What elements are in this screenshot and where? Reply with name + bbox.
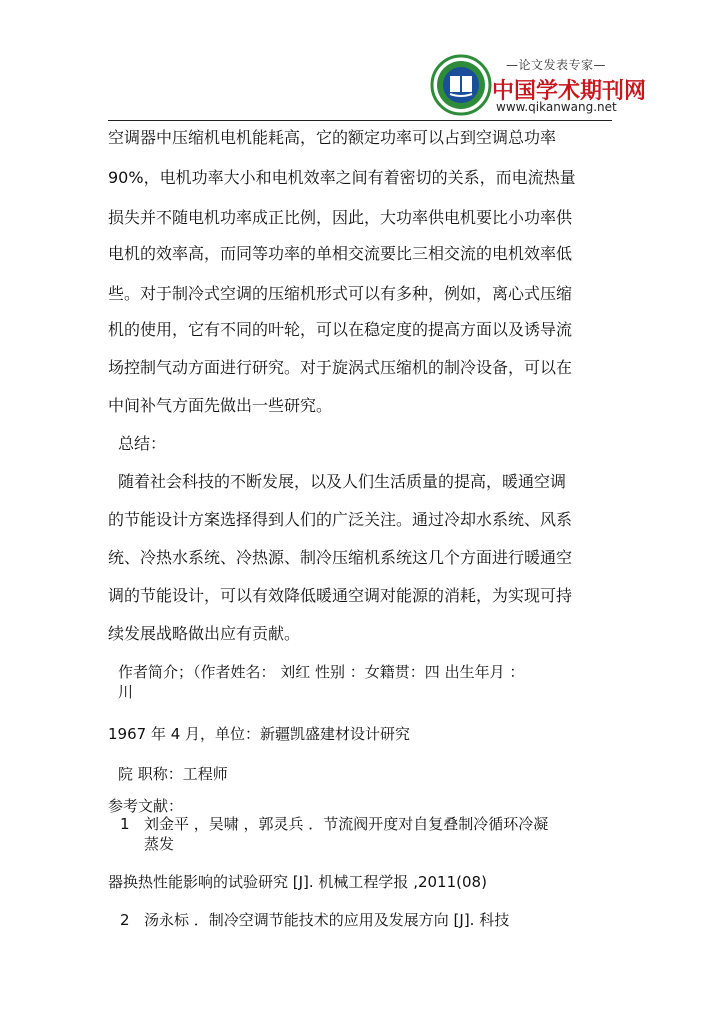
text-line: 90%，电机功率大小和电机效率之间有着密切的关系，而电流热量 bbox=[108, 168, 576, 187]
text-line: 续发展战略做出应有贡献。 bbox=[108, 624, 301, 643]
text-line: 随着社会科技的不断发展，以及人们生活质量的提高，暖通空调 bbox=[118, 472, 567, 491]
author-bio-line: 作者简介；（作者姓名： 刘红 性别 ：女籍贯：四 出生年月 ： bbox=[118, 663, 525, 681]
reference-text: 汤永标 ．制冷空调节能技术的应用及发展方向 [J]. 科技 bbox=[144, 911, 510, 929]
text-line: 机的使用，它有不同的叶轮，可以在稳定度的提高方面以及诱导流 bbox=[108, 320, 573, 339]
text-line: 调的节能设计，可以有效降低暖通空调对能源的消耗，为实现可持 bbox=[108, 586, 573, 605]
text-line: 损失并不随电机功率成正比例，因此，大功率供电机要比小功率供 bbox=[108, 208, 573, 227]
author-bio-line: 院 职称：工程师 bbox=[118, 765, 228, 783]
text-line: 中间补气方面先做出一些研究。 bbox=[108, 396, 333, 415]
site-logo[interactable] bbox=[430, 52, 647, 118]
header-divider bbox=[108, 120, 612, 121]
logo-url[interactable]: www.qikanwang.net bbox=[496, 100, 617, 114]
text-line: 场控制气动方面进行研究。对于旋涡式压缩机的制冷设备，可以在 bbox=[108, 358, 573, 377]
author-bio-line: 1967 年 4 月，单位：新疆凯盛建材设计研究 bbox=[108, 725, 411, 743]
reference-text-cont: 蒸发 bbox=[144, 835, 175, 853]
reference-number: 1 bbox=[120, 815, 130, 833]
reference-number: 2 bbox=[120, 911, 130, 929]
text-line: 些。对于制冷式空调的压缩机形式可以有多种，例如，离心式压缩 bbox=[108, 284, 573, 303]
logo-name: 中国学术期刊网 bbox=[492, 79, 647, 104]
reference-text: 器换热性能影响的试验研究 [J]. 机械工程学报 ,2011(08) bbox=[108, 873, 487, 891]
globe-icon bbox=[430, 54, 492, 116]
logo-tagline: —论文发表专家— bbox=[506, 58, 607, 72]
text-line: 空调器中压缩机电机能耗高，它的额定功率可以占到空调总功率 bbox=[108, 128, 557, 147]
references-heading: 参考文献： bbox=[108, 797, 184, 815]
summary-heading: 总结： bbox=[118, 434, 167, 453]
author-bio-line-cont: 川 bbox=[118, 683, 134, 701]
text-line: 的节能设计方案选择得到人们的广泛关注。通过冷却水系统、风系 bbox=[108, 510, 573, 529]
text-line: 电机的效率高，而同等功率的单相交流要比三相交流的电机效率低 bbox=[108, 244, 573, 263]
text-line: 统、冷热水系统、冷热源、制冷压缩机系统这几个方面进行暖通空 bbox=[108, 548, 573, 567]
reference-text: 刘金平 ，吴啸 ，郭灵兵 ．节流阀开度对自复叠制冷循环冷凝 bbox=[144, 815, 549, 833]
